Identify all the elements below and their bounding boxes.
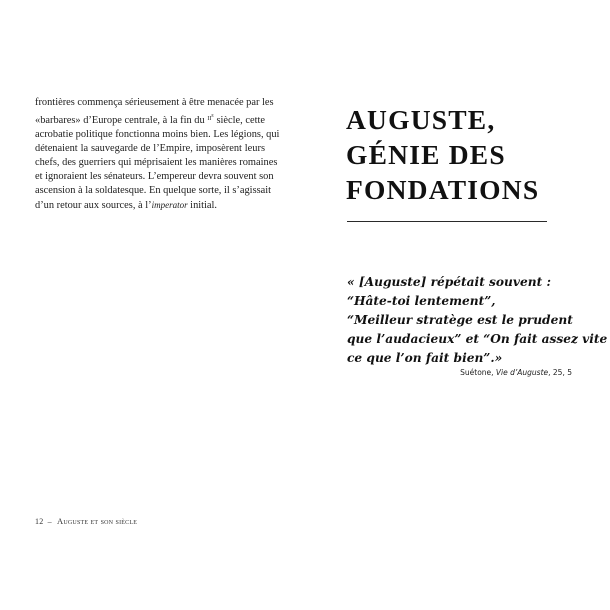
running-title: Auguste et son siècle	[57, 516, 138, 526]
chapter-title	[346, 102, 539, 207]
attribution-reference: , 25, 5	[548, 368, 572, 377]
epigraph-line: que l’audacieux” et “On fait assez vite	[347, 332, 608, 346]
epigraph-line: ce que l’on fait bien”.»	[347, 351, 503, 365]
century-numeral: IIe	[207, 114, 214, 122]
footer-separator: –	[47, 517, 52, 526]
attribution-author: Suétone,	[460, 368, 496, 377]
epigraph-attribution	[460, 368, 572, 377]
chapter-title-line: AUGUSTE,	[346, 104, 496, 135]
page-footer	[35, 516, 137, 526]
epigraph-quote	[347, 273, 608, 368]
epigraph-line: “Meilleur stratège est le prudent	[347, 313, 573, 327]
attribution-work: Vie d’Auguste	[495, 368, 549, 377]
epigraph-line: « [Auguste] répétait souvent :	[347, 275, 551, 289]
chapter-title-line: FONDATIONS	[346, 174, 540, 205]
page-number: 12	[35, 517, 44, 526]
epigraph-line: “Hâte-toi lentement”,	[347, 294, 496, 308]
body-line: acrobatie politique fonctionna moins bien. Les légions, qui	[35, 129, 280, 140]
right-page	[305, 0, 610, 610]
title-divider	[347, 221, 547, 222]
body-line: et ignoraient les sénateurs. L’empereur devra souvent son	[35, 171, 274, 182]
body-line: d’un retour aux sources, à l’imperator initial.	[35, 200, 218, 211]
body-line: détenaient la sauvegarde de l’Empire, imposèrent leurs	[35, 143, 265, 154]
chapter-title-line: GÉNIE DES	[346, 139, 506, 170]
body-line: «barbares» d’Europe centrale, à la fin du $^{II^e}$ siècle, cette	[35, 114, 265, 126]
italic-term: imperator	[151, 200, 188, 210]
body-paragraph	[35, 96, 280, 213]
body-line: chefs, des guerriers qui méprisaient les manières romaines	[35, 157, 278, 168]
body-line: frontières commença sérieusement à être menacée par les	[35, 97, 274, 108]
body-line: ascension à la soldatesque. En quelque sorte, il s’agissait	[35, 185, 272, 196]
